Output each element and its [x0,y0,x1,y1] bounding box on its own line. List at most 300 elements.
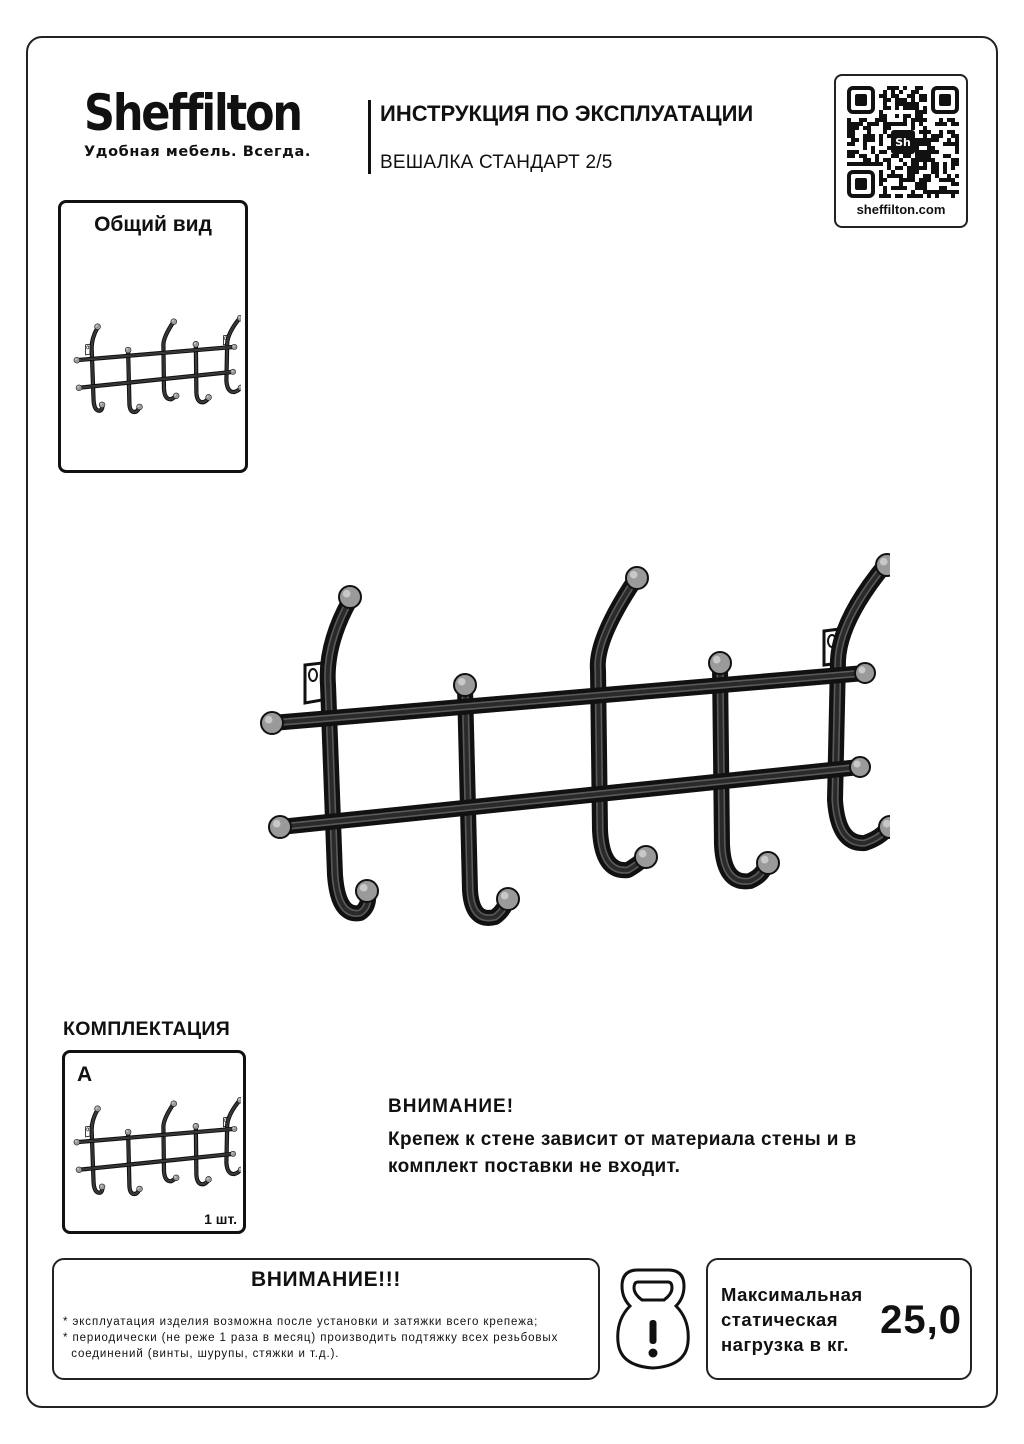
end-cap-highlight [343,590,351,598]
end-cap-highlight [75,1140,77,1142]
qr-module [919,178,923,182]
qr-module [911,118,915,122]
qr-module [883,122,887,126]
bracket-hole [87,1128,89,1131]
qr-module [915,166,919,170]
qr-module [887,146,891,150]
end-cap [99,1184,105,1190]
qr-module [939,130,943,134]
qr-module [851,154,855,158]
qr-module [943,170,947,174]
qr-module [927,190,931,194]
qr-module [951,162,955,166]
qr-module [955,150,959,154]
qr-module [851,138,855,142]
qr-module [875,162,879,166]
qr-module [883,126,887,130]
qr-module [883,106,887,110]
qr-module [907,106,911,110]
qr-finder-core [939,94,951,106]
qr-module [883,130,887,134]
qr-module [891,90,895,94]
qr-module [899,98,903,102]
qr-module [867,158,871,162]
qr-module [887,126,891,130]
qr-module [927,194,931,198]
qr-module [891,174,895,178]
end-cap [137,1186,143,1192]
qr-module [923,154,927,158]
qr-module [943,166,947,170]
qr-module [915,118,919,122]
qr-module [903,154,907,158]
qr-module [923,158,927,162]
qr-module [927,178,931,182]
qr-module [871,134,875,138]
qr-module [899,174,903,178]
qr-module [939,178,943,182]
end-cap-highlight [172,320,174,322]
qr-module [951,166,955,170]
qr-module [883,178,887,182]
qr-module [883,98,887,102]
coat-hook [226,1100,240,1174]
qr-module [947,130,951,134]
overview-panel [58,200,248,473]
qr-module [947,190,951,194]
lower-rail [79,372,233,388]
qr-module [915,146,919,150]
qr-module [955,162,959,166]
end-cap-highlight [360,884,368,892]
qr-module [915,170,919,174]
upper-rail [272,673,865,723]
qr-module [943,190,947,194]
end-cap [757,852,779,874]
qr-module [923,94,927,98]
qr-module [903,98,907,102]
qr-module [923,190,927,194]
qr-module [875,154,879,158]
qr-module [847,134,851,138]
qr-module [919,142,923,146]
coat-hook [163,1104,176,1181]
qr-module [911,102,915,106]
end-cap-highlight [75,358,77,360]
qr-module [931,190,935,194]
qr-module [871,162,875,166]
qr-module [883,186,887,190]
qr-module [859,122,863,126]
qr-module [919,110,923,114]
qr-module [895,94,899,98]
qr-module [879,118,883,122]
end-cap [269,816,291,838]
qr-module [907,102,911,106]
qr-module [943,122,947,126]
qr-module [923,150,927,154]
qr-module [887,122,891,126]
qr-module [883,102,887,106]
qr-module [895,166,899,170]
qr-module [915,106,919,110]
qr-module [955,182,959,186]
qr-module [847,122,851,126]
qr-module [919,94,923,98]
qr-module [915,114,919,118]
qr-module [915,162,919,166]
qr-module [847,150,851,154]
qr-module [903,178,907,182]
qr-module [847,126,851,130]
qr-module [931,134,935,138]
qr-module [879,138,883,142]
max-load-label: Максимальная статическая нагрузка в кг. [721,1284,863,1355]
qr-module [887,158,891,162]
qr-module [923,98,927,102]
qr-module [899,194,903,198]
qr-module [943,162,947,166]
end-cap-highlight [100,403,102,405]
end-cap [709,652,731,674]
qr-module [879,178,883,182]
qr-module [951,182,955,186]
qr-module [923,174,927,178]
end-cap-highlight [233,1127,235,1129]
kit-item-a [62,1050,246,1234]
qr-module [855,122,859,126]
qr-module [851,134,855,138]
warning-item: * периодически (не реже 1 раза в месяц) производить подтяжку всех резьбовых [63,1332,559,1344]
qr-module [927,158,931,162]
qr-module [955,190,959,194]
qr-module [899,102,903,106]
qr-module [907,178,911,182]
end-cap [74,357,80,363]
qr-module [919,194,923,198]
qr-module [855,150,859,154]
qr-module [927,142,931,146]
end-cap [171,319,177,325]
qr-module [939,186,943,190]
end-cap-highlight [265,716,273,724]
end-cap [206,1176,212,1182]
qr-module [931,146,935,150]
qr-module [919,182,923,186]
qr-module [903,114,907,118]
qr-module [947,174,951,178]
qr-module [879,194,883,198]
qr-module [895,114,899,118]
qr-module [911,106,915,110]
qr-module [879,150,883,154]
qr-module [895,106,899,110]
qr-module [899,182,903,186]
qr-module [847,162,851,166]
qr-module [915,194,919,198]
qr-module [915,138,919,142]
qr-module [923,138,927,142]
qr-module [931,138,935,142]
warning-box [52,1258,600,1380]
qr-module [883,158,887,162]
notice-heading: ВНИМАНИЕ! [388,1096,515,1117]
qr-module [895,186,899,190]
end-cap [125,347,131,353]
upper-rail [77,1129,235,1142]
qr-module [855,162,859,166]
qr-module [943,154,947,158]
end-cap-highlight [126,348,128,350]
qr-module [851,130,855,134]
qr-module [891,154,895,158]
brand-slogan: Удобная мебель. Всегда. [84,144,311,160]
qr-module [867,134,871,138]
end-cap [99,402,105,408]
qr-module [931,166,935,170]
qr-module [899,166,903,170]
coat-hook [92,327,103,410]
qr-module [851,162,855,166]
qr-module [899,158,903,162]
qr-module [871,122,875,126]
coat-hook [92,1109,103,1192]
qr-module [859,118,863,122]
end-cap-highlight [96,325,98,327]
qr-module [943,178,947,182]
qr-module [951,190,955,194]
qr-module [919,150,923,154]
qr-module [927,138,931,142]
qr-module [951,142,955,146]
qr-module [863,126,867,130]
qr-module [871,150,875,154]
qr-module [951,194,955,198]
coat-hook [598,580,645,870]
qr-module [927,146,931,150]
end-cap-highlight [859,667,866,674]
qr-module [943,186,947,190]
qr-module [919,118,923,122]
qr-module [919,166,923,170]
kit-item-letter: А [77,1063,93,1086]
qr-module [883,118,887,122]
qr-module [851,126,855,130]
qr-module [895,86,899,90]
qr-module [935,194,939,198]
max-load-value: 25,0 [880,1298,962,1342]
coat-hook [835,565,888,843]
end-cap [193,1123,199,1129]
qr-module [927,154,931,158]
qr-module [927,150,931,154]
website-url[interactable]: sheffilton.com [856,202,946,217]
qr-module [883,94,887,98]
end-cap [95,1106,101,1112]
end-cap-highlight [77,1168,79,1170]
end-cap [125,1129,131,1135]
qr-module [911,194,915,198]
document-title: ИНСТРУКЦИЯ ПО ЭКСПЛУАТАЦИИ [380,101,754,126]
qr-module [955,142,959,146]
qr-module [911,170,915,174]
qr-module [875,158,879,162]
qr-module [931,158,935,162]
qr-module [863,142,867,146]
qr-module [911,162,915,166]
bracket-hole [87,346,89,349]
qr-module [951,122,955,126]
qr-module [887,166,891,170]
qr-module [923,166,927,170]
end-cap [855,663,875,683]
product-name: ВЕШАЛКА СТАНДАРТ 2/5 [380,152,613,173]
qr-module [923,106,927,110]
end-cap [339,586,361,608]
qr-module [855,126,859,130]
end-cap [206,394,212,400]
end-cap [173,1175,179,1181]
qr-module [903,106,907,110]
coat-hook [163,322,176,399]
qr-module [947,142,951,146]
qr-module [911,126,915,130]
qr-module [915,186,919,190]
end-cap-highlight [761,856,769,864]
end-cap-highlight [231,1152,233,1154]
coat-hook [328,600,369,913]
end-cap-highlight [231,370,233,372]
qr-module [891,86,895,90]
end-cap [230,1151,235,1156]
end-cap-highlight [713,656,721,664]
qr-module [883,114,887,118]
qr-module [851,142,855,146]
qr-module [915,150,919,154]
qr-module [903,102,907,106]
end-cap [95,324,101,330]
qr-module [851,122,855,126]
qr-module [863,162,867,166]
qr-module [847,154,851,158]
end-cap [137,404,143,410]
qr-module [927,130,931,134]
qr-module [935,162,939,166]
qr-module [919,158,923,162]
end-cap-highlight [207,1177,209,1179]
qr-code-box[interactable] [834,74,968,228]
qr-module [919,86,923,90]
bracket-hole [309,669,317,681]
qr-module [883,90,887,94]
qr-module [911,166,915,170]
warning-title: ВНИМАНИЕ!!! [251,1268,401,1291]
qr-module [919,122,923,126]
end-cap-highlight [238,316,240,318]
qr-module [895,174,899,178]
end-cap-highlight [630,571,638,579]
qr-module [847,130,851,134]
kettlebell-warning-icon [614,1262,692,1374]
end-cap-highlight [458,678,466,686]
end-cap [232,344,237,349]
qr-module [879,170,883,174]
hanger-kit-illustration [71,1093,241,1203]
end-cap-highlight [207,395,209,397]
qr-module [923,134,927,138]
end-cap-highlight [238,1098,240,1100]
qr-module [907,170,911,174]
qr-module [899,186,903,190]
qr-module [923,162,927,166]
qr-module [923,130,927,134]
qr-module [951,118,955,122]
qr-module [915,86,919,90]
qr-module [919,130,923,134]
end-cap-highlight [138,1187,140,1189]
qr-module [879,142,883,146]
qr-module [935,170,939,174]
qr-module [895,194,899,198]
qr-module [863,158,867,162]
end-cap-highlight [194,1124,196,1126]
qr-module [915,158,919,162]
qr-module [891,122,895,126]
qr-module [871,138,875,142]
qr-module [911,98,915,102]
qr-module [875,118,879,122]
upper-rail [77,347,235,360]
qr-module [947,118,951,122]
end-cap [356,880,378,902]
qr-module [919,186,923,190]
qr-module [887,86,891,90]
qr-module [883,194,887,198]
qr-module [899,90,903,94]
qr-module [907,174,911,178]
qr-module [903,122,907,126]
end-cap [626,567,648,589]
qr-module [935,166,939,170]
max-load-box [706,1258,972,1380]
end-cap-highlight [880,558,888,566]
qr-module [935,122,939,126]
end-cap-highlight [194,342,196,344]
qr-logo-text: Sh [895,136,911,149]
qr-module [867,130,871,134]
end-cap-highlight [126,1130,128,1132]
qr-module [903,162,907,166]
qr-module [923,178,927,182]
qr-module [907,114,911,118]
qr-module [919,154,923,158]
qr-module [879,114,883,118]
qr-module [887,194,891,198]
qr-module [887,106,891,110]
qr-module [851,150,855,154]
qr-module [863,118,867,122]
qr-module [891,170,895,174]
end-cap-highlight [77,386,79,388]
qr-module [915,142,919,146]
qr-code-icon [847,86,959,198]
qr-module [863,154,867,158]
qr-module [955,134,959,138]
hanger-overview-illustration [71,311,241,421]
end-cap [74,1139,80,1145]
lower-rail [280,767,860,827]
end-cap [76,1167,82,1173]
